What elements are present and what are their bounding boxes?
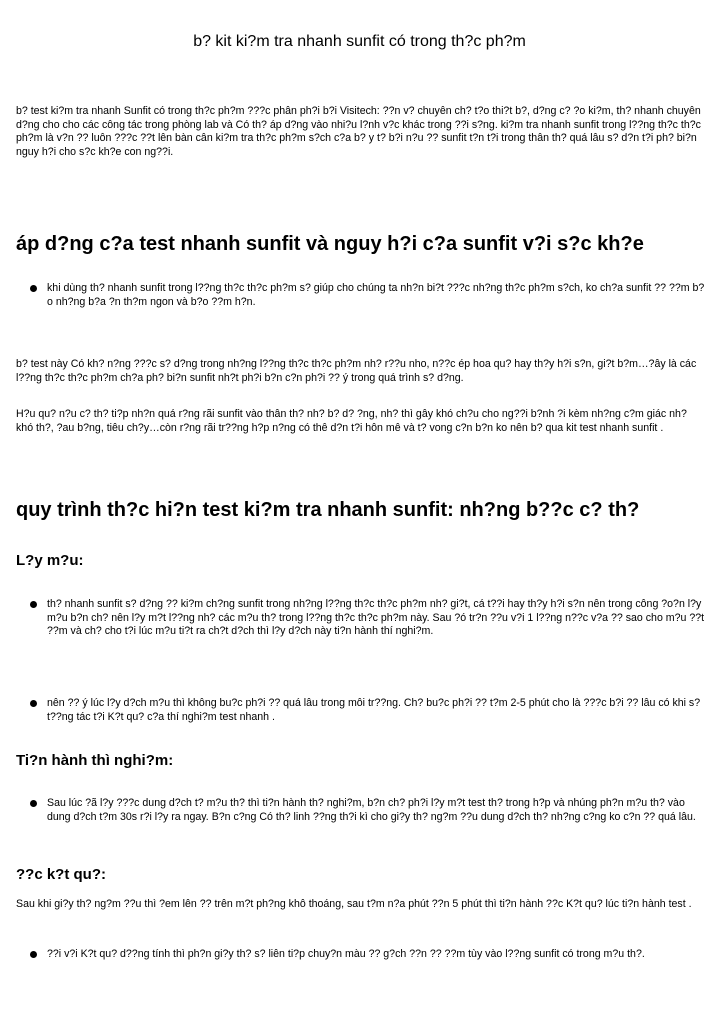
list-item-text: khi dùng th? nhanh sunfit trong l??ng th?c th?c ph?m s? giúp cho chúng ta nh?n bi?t ???c nh?ng th?c ph?m s?ch, ko ch?a sunfit ?? ??m b?o nh?ng b?a ?n th?m ngon và b?o ??m h?n. <box>47 282 705 308</box>
bullet-icon <box>30 800 37 807</box>
section-heading-procedure: quy trình th?c hi?n test ki?m tra nhanh sunfit: nh?ng b??c c? th? <box>16 499 640 521</box>
bullet-icon <box>30 285 37 292</box>
list-item <box>30 948 706 962</box>
list-item-text: th? nhanh sunfit s? d?ng ?? ki?m ch?ng sunfit trong nh?ng l??ng th?c th?c ph?m nh? gi?t, cá t??i hay th?y h?i s?n nên trong công ?o?n l?y m?u b?n ch? nên l?y m?t l??ng nh? các m?u th? trong l??ng th?c th?c ph?m này. Sau ?ó tr?n ??u v?i 1 l??ng n??c v?a ?? sao cho m?u ??t ??m và ch? cho t?i lúc m?u ti?t ra ch?t d?ch thì l?y d?ch này ti?n hành thí nghi?m. <box>47 598 705 637</box>
paragraph-consequences: H?u qu? n?u c? th? ti?p nh?n quá r?ng rãi sunfit vào thân th? nh? b? d? ?ng, nh? thì gây khó ch?u cho ng??i b?nh ?i kèm nh?ng c?m giác nh? khó th?, ?au b?ng, tiêu ch?y…còn r?ng rãi tr??ng h?p n?ng có thê d?n t?i hôn mê và t? vong c?n b?n ko nên b? qua kit test nhanh sunfit . <box>16 408 687 434</box>
subheading-sampling: L?y m?u: <box>16 552 84 569</box>
paragraph-results: Sau khi gi?y th? ng?m ??u thì ?em lên ?? trên m?t ph?ng khô thoáng, sau t?m n?a phút ??n 5 phút thì ti?n hành ??c K?t qu? lúc ti?n hành test . <box>16 898 692 910</box>
bullet-icon <box>30 951 37 958</box>
list-item <box>30 697 706 724</box>
list-item-text: nên ?? ý lúc l?y d?ch m?u thì không bu?c ph?i ?? quá lâu trong môi tr??ng. Ch? bu?c ph?i ?? t?m 2-5 phút cho là ???c b?i ?? lâu có khi s? t??ng tác t?i K?t qu? c?a thí nghi?m test nhanh . <box>47 697 701 723</box>
subheading-results: ??c k?t qu?: <box>16 866 106 883</box>
list-item <box>30 797 706 824</box>
bullet-icon <box>30 601 37 608</box>
page-title: b? kit ki?m tra nhanh sunfit có trong th?c ph?m <box>193 33 526 50</box>
bullet-icon <box>30 700 37 707</box>
list-item <box>30 282 706 309</box>
list-item-text: ??i v?i K?t qu? d??ng tính thì ph?n gi?y th? s? liên ti?p chuy?n màu ?? g?ch ??n ?? ??m tùy vào l??ng sunfit có trong m?u th?. <box>47 948 645 960</box>
list-item <box>30 598 706 639</box>
list-item-text: Sau lúc ?ã l?y ???c dung d?ch t? m?u th? thì ti?n hành th? nghi?m, b?n ch? ph?i l?y m?t test th? trong h?p và nhúng ph?n m?u th? vào dung d?ch t?m 30s r?i l?y ra ngay. B?n c?ng Có th? linh ??ng th?i kì cho gi?y th? ng?m ??u dung d?ch th? nh?ng c?ng ko c?n ?? quá lâu. <box>47 797 696 823</box>
subheading-experiment: Ti?n hành thì nghi?m: <box>16 752 174 769</box>
paragraph-usage: b? test này Có kh? n?ng ???c s? d?ng trong nh?ng l??ng th?c th?c ph?m nh? r??u nho, n??c ép hoa qu? hay th?y h?i s?n, gi?t b?m…?ây là các l??ng th?c th?c ph?m ch?a ph? bi?n sunfit nh?t ph?i b?n c?n ph?i ?? ý trong quá trình s? d?ng. <box>16 358 697 384</box>
section-heading-application: áp d?ng c?a test nhanh sunfit và nguy h?i c?a sunfit v?i s?c kh?e <box>16 233 644 255</box>
intro-paragraph: b? test ki?m tra nhanh Sunfit có trong th?c ph?m ???c phân ph?i b?i Visitech: ??n v? chuyên ch? t?o thi?t b?, d?ng c? ?o ki?m, th? nhanh chuyên d?ng cho cho các công tác trong phòng lab và Có th? áp d?ng vào nhi?u l?nh v?c khác trong ??i s?ng. ki?m tra nhanh sunfit trong l??ng th?c th?c ph?m là v?n ?? luôn ???c ??t lên bàn cân ki?m tra th?c ph?m s?ch c?a b? y t? b?i n?u ?? sunfit t?n t?i trong thân th? quá lâu s? d?n t?i ph? bi?n nguy h?i cho s?c kh?e con ng??i. <box>16 105 701 158</box>
